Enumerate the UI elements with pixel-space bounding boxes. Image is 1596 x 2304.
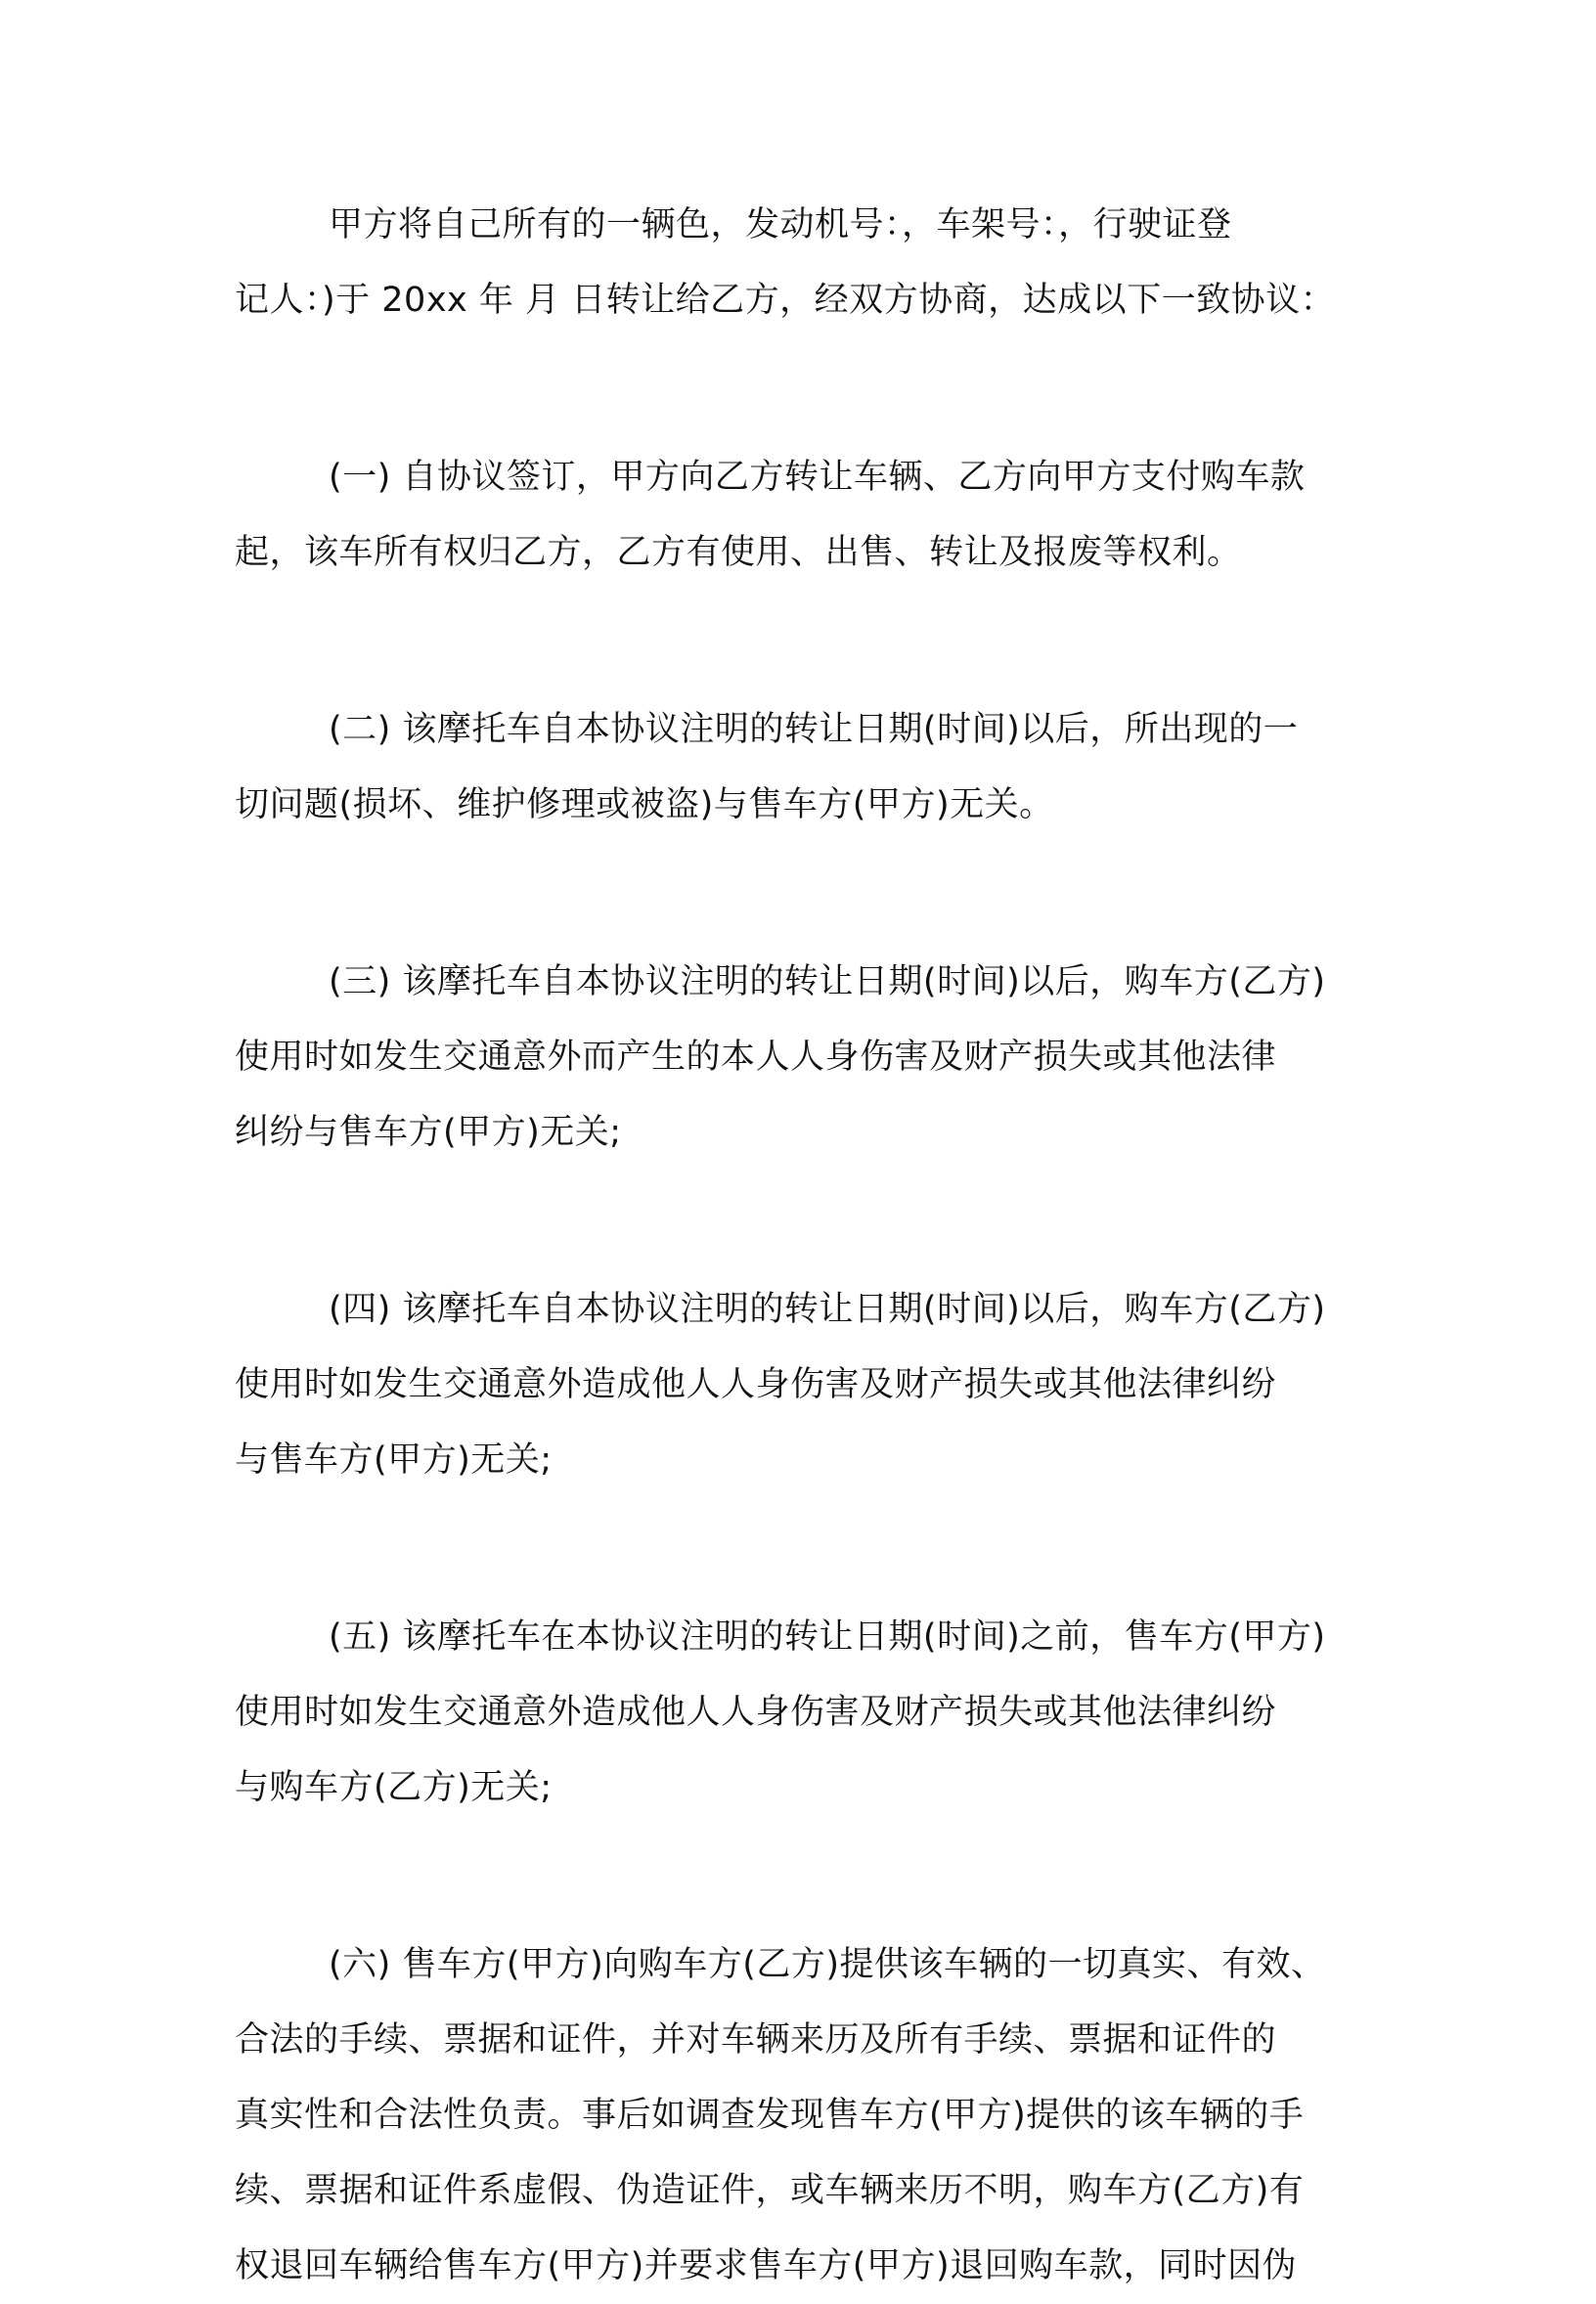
clause-1-paragraph: [235, 440, 1359, 591]
text-line: 起，该车所有权归乙方，乙方有使用、出售、转让及报废等权利。: [235, 533, 1242, 572]
text-line: (二) 该摩托车自本协议注明的转让日期(时间)以后，所出现的一: [329, 710, 1299, 749]
text-line: 使用时如发生交通意外造成他人人身伤害及财产损失或其他法律纠纷: [235, 1365, 1277, 1404]
text-line: (六) 售车方(甲方)向购车方(乙方)提供该车辆的一切真实、有效、: [329, 1945, 1326, 1984]
text-line: 切问题(损坏、维护修理或被盗)与售车方(甲方)无关。: [235, 785, 1054, 824]
preamble-paragraph: [235, 188, 1359, 338]
clause-2-paragraph: [235, 692, 1359, 843]
text-line: (三) 该摩托车自本协议注明的转让日期(时间)以后，购车方(乙方): [329, 962, 1326, 1001]
text-line: (四) 该摩托车自本协议注明的转让日期(时间)以后，购车方(乙方): [329, 1290, 1326, 1329]
document-body: [235, 188, 1359, 2304]
text-line: 纠纷与售车方(甲方)无关;: [235, 1113, 622, 1152]
text-line: 续、票据和证件系虚假、伪造证件，或车辆来历不明，购车方(乙方)有: [235, 2171, 1305, 2210]
text-line: 与售车方(甲方)无关;: [235, 1440, 553, 1480]
text-line: (五) 该摩托车在本协议注明的转让日期(时间)之前，售车方(甲方): [329, 1617, 1326, 1657]
text-line: 甲方将自己所有的一辆色，发动机号：，车架号：，行驶证登: [329, 205, 1232, 244]
text-line: 与购车方(乙方)无关;: [235, 1768, 553, 1807]
text-line: (一) 自协议签订，甲方向乙方转让车辆、乙方向甲方支付购车款: [329, 458, 1306, 497]
text-line: 记人：)于 20xx 年 月 日转让给乙方，经双方协商，达成以下一致协议：: [235, 281, 1336, 320]
text-line: 权退回车辆给售车方(甲方)并要求售车方(甲方)退回购车款，同时因伪: [235, 2246, 1298, 2285]
clause-3-paragraph: [235, 945, 1359, 1171]
text-line: 使用时如发生交通意外造成他人人身伤害及财产损失或其他法律纠纷: [235, 1693, 1277, 1732]
text-line: 真实性和合法性负责。事后如调查发现售车方(甲方)提供的该车辆的手: [235, 2096, 1305, 2135]
text-line: 使用时如发生交通意外而产生的本人人身伤害及财产损失或其他法律: [235, 1038, 1277, 1077]
clause-5-paragraph: [235, 1600, 1359, 1826]
clause-6-paragraph: [235, 1927, 1359, 2304]
text-line: 合法的手续、票据和证件，并对车辆来历及所有手续、票据和证件的: [235, 2020, 1277, 2060]
clause-4-paragraph: [235, 1272, 1359, 1498]
